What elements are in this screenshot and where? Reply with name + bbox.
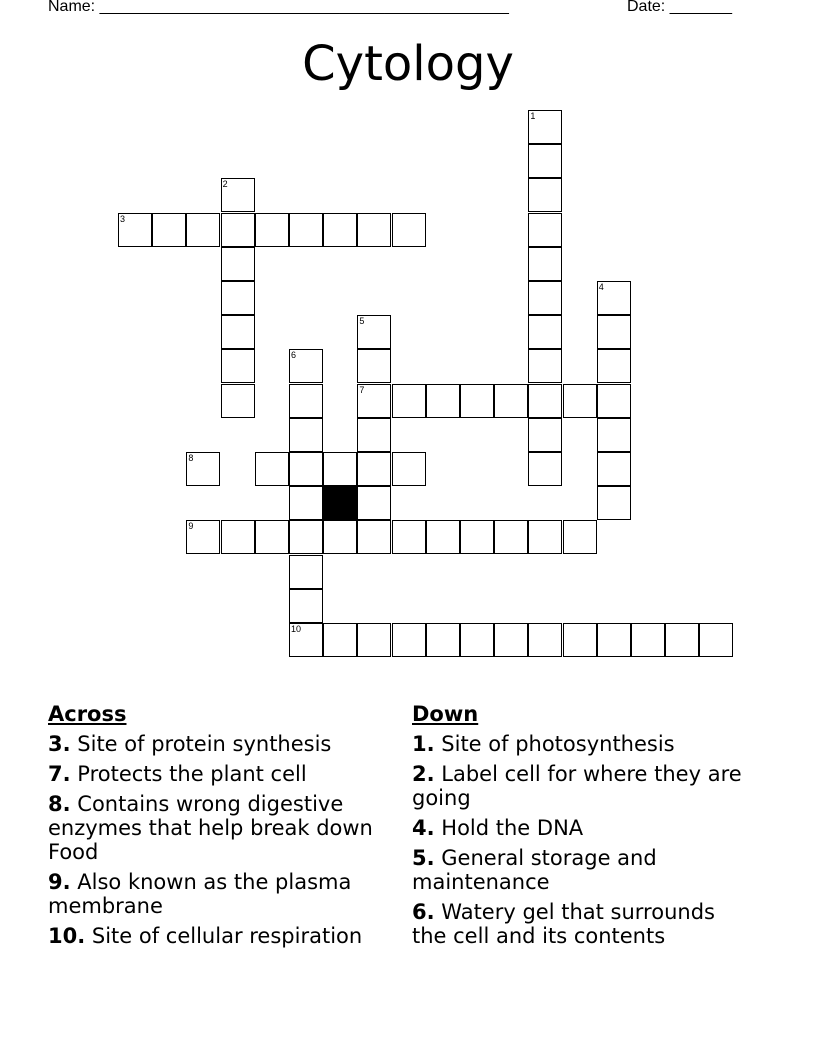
crossword-cell[interactable]: [323, 213, 357, 247]
clue-text: General storage and maintenance: [412, 846, 657, 894]
crossword-cell[interactable]: [460, 623, 494, 657]
clue-text: Watery gel that surrounds the cell and its contents: [412, 900, 715, 948]
crossword-cell[interactable]: [528, 110, 562, 144]
across-clue: [48, 870, 400, 918]
across-clue: [48, 732, 400, 756]
clue-number: 4.: [412, 816, 435, 840]
crossword-cell[interactable]: [392, 623, 426, 657]
clue-number: 7.: [48, 762, 71, 786]
crossword-cell[interactable]: [289, 418, 323, 452]
crossword-cell[interactable]: [460, 384, 494, 418]
clue-number: 8.: [48, 792, 71, 816]
crossword-cell[interactable]: [392, 520, 426, 554]
crossword-cell[interactable]: [528, 213, 562, 247]
clue-number-label: 6: [291, 350, 297, 361]
crossword-cell[interactable]: [255, 520, 289, 554]
clue-number-label: 7: [359, 384, 365, 395]
across-heading: Across: [48, 702, 127, 726]
crossword-cell[interactable]: [392, 213, 426, 247]
crossword-cell[interactable]: [289, 452, 323, 486]
clue-text: Also known as the plasma membrane: [48, 870, 352, 918]
crossword-cell[interactable]: [494, 384, 528, 418]
clue-text: Contains wrong digestive enzymes that help break down Food: [48, 792, 373, 864]
crossword-cell[interactable]: [460, 520, 494, 554]
crossword-cell[interactable]: [528, 623, 562, 657]
clue-number-label: 8: [188, 453, 194, 463]
crossword-cell[interactable]: [323, 623, 357, 657]
crossword-cell[interactable]: [289, 349, 323, 383]
crossword-cell[interactable]: [357, 315, 391, 349]
down-clue: [412, 732, 752, 756]
crossword-cell[interactable]: [357, 213, 391, 247]
crossword-cell[interactable]: [426, 384, 460, 418]
crossword-cell[interactable]: [357, 384, 391, 418]
crossword-cell[interactable]: [597, 486, 631, 520]
crossword-cell[interactable]: [357, 520, 391, 554]
down-clue: [412, 816, 752, 840]
across-clue: [48, 762, 400, 786]
crossword-cell[interactable]: [357, 452, 391, 486]
clue-number-label: 9: [188, 521, 194, 532]
crossword-cell[interactable]: [528, 418, 562, 452]
clue-number: 9.: [48, 870, 71, 894]
crossword-black-cell: [323, 486, 357, 520]
crossword-cell[interactable]: [152, 213, 186, 247]
crossword-cell[interactable]: [528, 144, 562, 178]
crossword-cell[interactable]: [597, 281, 631, 315]
crossword-cell[interactable]: [255, 452, 289, 486]
crossword-cell[interactable]: [597, 349, 631, 383]
crossword-cell[interactable]: [563, 520, 597, 554]
crossword-cell[interactable]: [597, 384, 631, 418]
clue-number-label: 5: [359, 316, 365, 327]
crossword-cell[interactable]: [255, 213, 289, 247]
across-clues: [48, 702, 400, 954]
crossword-cell[interactable]: [528, 247, 562, 281]
crossword-cell[interactable]: [528, 315, 562, 349]
crossword-cell[interactable]: [289, 213, 323, 247]
clue-number-label: 4: [598, 282, 604, 292]
crossword-cell[interactable]: [221, 384, 255, 418]
crossword-cell[interactable]: [221, 247, 255, 281]
crossword-cell[interactable]: [494, 520, 528, 554]
crossword-cell[interactable]: [426, 623, 460, 657]
clue-number: 2.: [412, 762, 435, 786]
crossword-cell[interactable]: [392, 452, 426, 486]
clue-text: Protects the plant cell: [77, 762, 307, 786]
crossword-cell[interactable]: [357, 623, 391, 657]
crossword-cell[interactable]: [357, 486, 391, 520]
crossword-cell[interactable]: [221, 213, 255, 247]
down-clues: [412, 702, 752, 954]
crossword-cell[interactable]: [494, 623, 528, 657]
crossword-cell[interactable]: [699, 623, 733, 657]
crossword-cell[interactable]: [528, 520, 562, 554]
clue-text: Site of protein synthesis: [77, 732, 332, 756]
crossword-cell[interactable]: [528, 384, 562, 418]
crossword-cell[interactable]: [597, 623, 631, 657]
crossword-cell[interactable]: [289, 589, 323, 623]
clue-text: Hold the DNA: [441, 816, 584, 840]
down-clue: [412, 900, 752, 948]
clue-text: Label cell for where they are going: [412, 762, 742, 810]
crossword-cell[interactable]: [221, 178, 255, 212]
page-title: Cytology: [302, 36, 514, 92]
crossword-cell[interactable]: [357, 418, 391, 452]
clue-number: 6.: [412, 900, 435, 924]
crossword-cell[interactable]: [323, 520, 357, 554]
crossword-cell[interactable]: [597, 452, 631, 486]
crossword-cell[interactable]: [323, 452, 357, 486]
crossword-cell[interactable]: [528, 178, 562, 212]
clue-number: 3.: [48, 732, 71, 756]
crossword-cell[interactable]: [186, 213, 220, 247]
down-heading: Down: [412, 702, 479, 726]
crossword-cell[interactable]: [563, 623, 597, 657]
crossword-cell[interactable]: [528, 349, 562, 383]
crossword-cell[interactable]: [186, 452, 220, 486]
crossword-cell[interactable]: [289, 486, 323, 520]
crossword-cell[interactable]: [289, 623, 323, 657]
crossword-cell[interactable]: [597, 315, 631, 349]
across-clue: [48, 924, 400, 948]
clue-number-label: 2: [222, 179, 228, 190]
crossword-cell[interactable]: [221, 520, 255, 554]
crossword-cell[interactable]: [118, 213, 152, 247]
down-clue: [412, 846, 752, 894]
crossword-cell[interactable]: [426, 520, 460, 554]
crossword-cell[interactable]: [392, 384, 426, 418]
date-field-line: Date: _______: [627, 0, 732, 15]
crossword-cell[interactable]: [597, 418, 631, 452]
clue-number: 10.: [48, 924, 86, 948]
crossword-cell[interactable]: [289, 384, 323, 418]
down-clue: [412, 762, 752, 810]
clue-number-label: 1: [530, 111, 536, 121]
crossword-cell[interactable]: [528, 452, 562, 486]
name-field-line: Name: ______________________________________________: [48, 0, 509, 15]
crossword-cell[interactable]: [221, 281, 255, 315]
crossword-cell[interactable]: [221, 349, 255, 383]
crossword-cell[interactable]: [186, 520, 220, 554]
crossword-cell[interactable]: [357, 349, 391, 383]
crossword-cell[interactable]: [631, 623, 665, 657]
crossword-cell[interactable]: [221, 315, 255, 349]
crossword-cell[interactable]: [289, 555, 323, 589]
clue-number-label: 3: [120, 213, 126, 224]
clue-text: Site of photosynthesis: [441, 732, 675, 756]
crossword-cell[interactable]: [289, 520, 323, 554]
crossword-cell[interactable]: [665, 623, 699, 657]
crossword-cell[interactable]: [563, 384, 597, 418]
clue-number: 5.: [412, 846, 435, 870]
across-clue: [48, 792, 400, 864]
clue-number: 1.: [412, 732, 435, 756]
clue-text: Site of cellular respiration: [91, 924, 363, 948]
crossword-cell[interactable]: [528, 281, 562, 315]
clue-number-label: 10: [291, 624, 302, 634]
